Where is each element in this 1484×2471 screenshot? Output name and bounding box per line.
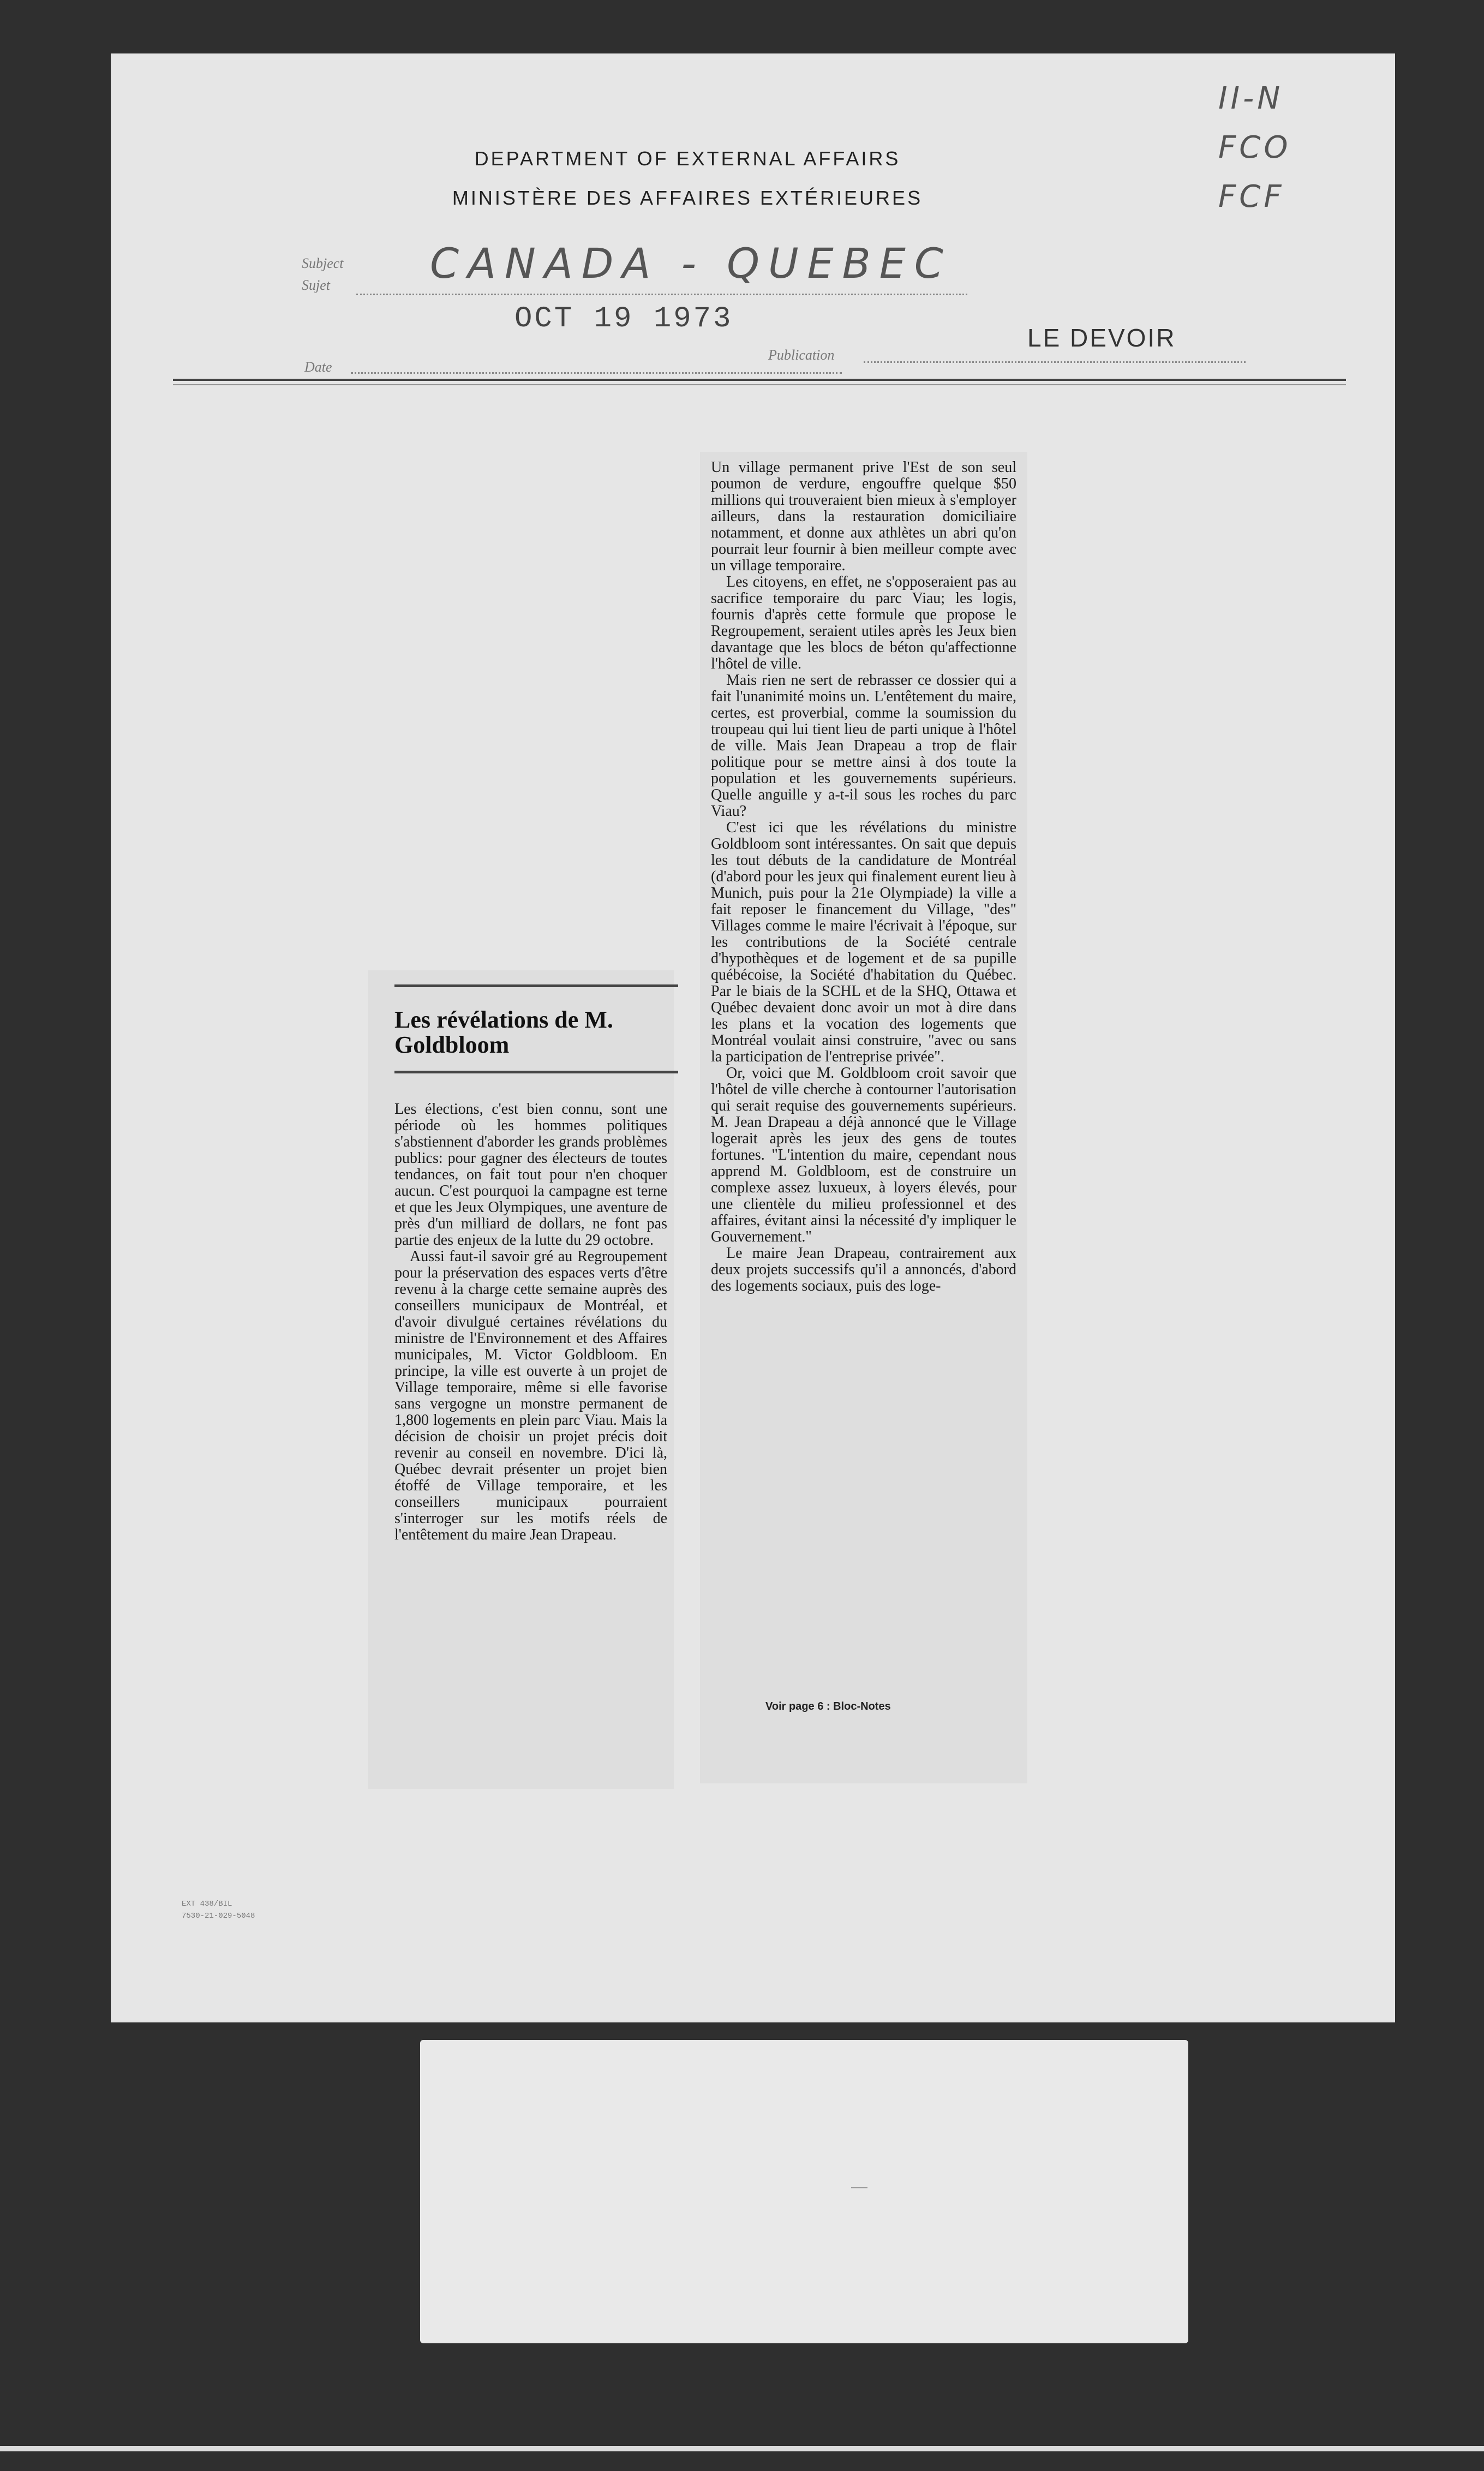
form-code-line-1: EXT 438/BIL xyxy=(182,1900,232,1908)
sujet-label: Sujet xyxy=(302,277,330,293)
headline-top-rule xyxy=(394,984,678,987)
department-title-fr: MINISTÈRE DES AFFAIRES EXTÉRIEURES xyxy=(452,187,923,209)
margin-note-1: II-N xyxy=(1218,81,1284,116)
article-left-column xyxy=(394,1101,667,1543)
right-paragraph-5: Or, voici que M. Goldbloom croit savoir que l'hôtel de ville cherche à contourner l'autorisation qui serait requise des gouvernements supérieurs. M. Jean Drapeau a déjà annoncé que le Village logerait après les jeux des gens de toutes fortunes. "L'intention du maire, cependant nous apprend M. Goldbloom, est de construire un complexe assez luxueux, à loyers élevés, pour une clientèle du milieu professionnel et des affaires, évitant ainsi la nécessité d'y impliquer le Gouvernement." xyxy=(711,1065,1016,1245)
right-paragraph-4: C'est ici que les révélations du ministre Goldbloom sont intéressantes. On sait que depuis les tout débuts de la candidature de Montréal (d'abord pour les jeux qui finalement eurent lieu à Munich, puis pour la 21e Olympiade) la ville a fait reposer le financement du Village, "des" Villages comme le maire l'écrivait à l'époque, sur les contributions de la Société centrale d'hypothèques et de logement et de sa pupille québécoise, la Société d'habitation du Québec. Par le biais de la SCHL et de la SHQ, Ottawa et Québec devaient donc avoir un mot à dire dans les plans et la vocation des logements que Montréal voulait ainsi construire, "avec ou sans la participation de l'entreprise privée". xyxy=(711,819,1016,1065)
right-paragraph-1: Un village permanent prive l'Est de son seul poumon de verdure, engouffre quelque $50 millions qui trouveraient bien mieux à s'employer ailleurs, dans la restauration domiciliaire notamment, et donne aux athlètes un abri qu'on pourrait leur fournir à bien meilleur compte avec un village temporaire. xyxy=(711,459,1016,574)
headline-bottom-rule xyxy=(394,1071,678,1073)
right-paragraph-2: Les citoyens, en effet, ne s'opposeraient pas au sacrifice temporaire du parc Viau; les logis, fournis d'après cette formule que propose le Regroupement, seraient utiles après les Jeux bien davantage que les blocs de béton qu'affectionne l'hôtel de ville. xyxy=(711,574,1016,672)
right-paragraph-3: Mais rien ne sert de rebrasser ce dossier qui a fait l'unanimité moins un. L'entêtement du maire, certes, est proverbial, comme la soumission du troupeau qui lui tient lieu de parti unique à l'hôtel de ville. Mais Jean Drapeau a trop de flair politique pour se mettre ainsi à dos toute la population et les gouvernements supérieurs. Quelle anguille y a-t-il sous les roches du parc Viau? xyxy=(711,672,1016,820)
publication-value: LE DEVOIR xyxy=(1027,324,1176,352)
article-right-column xyxy=(711,459,1016,1294)
publication-label: Publication xyxy=(768,347,835,363)
publication-line xyxy=(864,361,1246,363)
left-paragraph-1: Les élections, c'est bien connu, sont une période où les hommes politiques s'abstiennent d'aborder les grands problèmes publics: pour gagner des électeurs de toutes tendances, on fait tout pour n'en choquer aucun. C'est pourquoi la campagne est terne et que les Jeux Olympiques, une aventure de près d'un milliard de dollars, ne font pas partie des enjeux de la lutte du 29 octobre. xyxy=(394,1101,667,1249)
header-rule xyxy=(173,379,1346,381)
article-headline: Les révélations de M. Goldbloom xyxy=(394,1006,613,1058)
subject-value: CANADA - QUEBEC xyxy=(430,239,952,288)
subject-label: Subject xyxy=(302,255,344,271)
department-title-en: DEPARTMENT OF EXTERNAL AFFAIRS xyxy=(474,147,901,170)
blank-card xyxy=(420,2040,1188,2343)
margin-note-3: FCF xyxy=(1218,179,1285,214)
continued-reference: Voir page 6 : Bloc-Notes xyxy=(765,1700,891,1712)
form-code xyxy=(182,1898,255,1922)
margin-note-2: FCO xyxy=(1218,130,1291,165)
date-line xyxy=(351,372,842,374)
card-mark xyxy=(851,2187,867,2188)
right-paragraph-6: Le maire Jean Drapeau, contrairement aux deux projets successifs qu'il a annoncés, d'abord des logements sociaux, puis des loge- xyxy=(711,1245,1016,1294)
left-paragraph-2: Aussi faut-il savoir gré au Regroupement pour la préservation des espaces verts d'être revenu à la charge cette semaine auprès des conseillers municipaux de Montréal, et d'avoir divulgué certaines révélations du ministre de l'Environnement et des Affaires municipales, M. Victor Goldbloom. En principe, la ville est ouverte à un projet de Village temporaire, même si elle favorise sans vergogne un monstre permanent de 1,800 logements en plein parc Viau. Mais la décision de choisir un projet précis doit revenir au conseil en novembre. D'ici là, Québec devrait présenter un projet bien étoffé de Village temporaire, et les conseillers municipaux pourraient s'interroger sur les motifs réels de l'entêtement du maire Jean Drapeau. xyxy=(394,1248,667,1543)
header-rule-secondary xyxy=(173,384,1346,385)
subject-line xyxy=(356,294,967,295)
date-value: OCT 19 1973 xyxy=(514,302,733,336)
film-edge-strip xyxy=(0,2446,1484,2451)
form-code-line-2: 7530-21-029-5048 xyxy=(182,1912,255,1920)
date-label: Date xyxy=(304,359,332,375)
memo-form-sheet xyxy=(111,53,1395,2022)
